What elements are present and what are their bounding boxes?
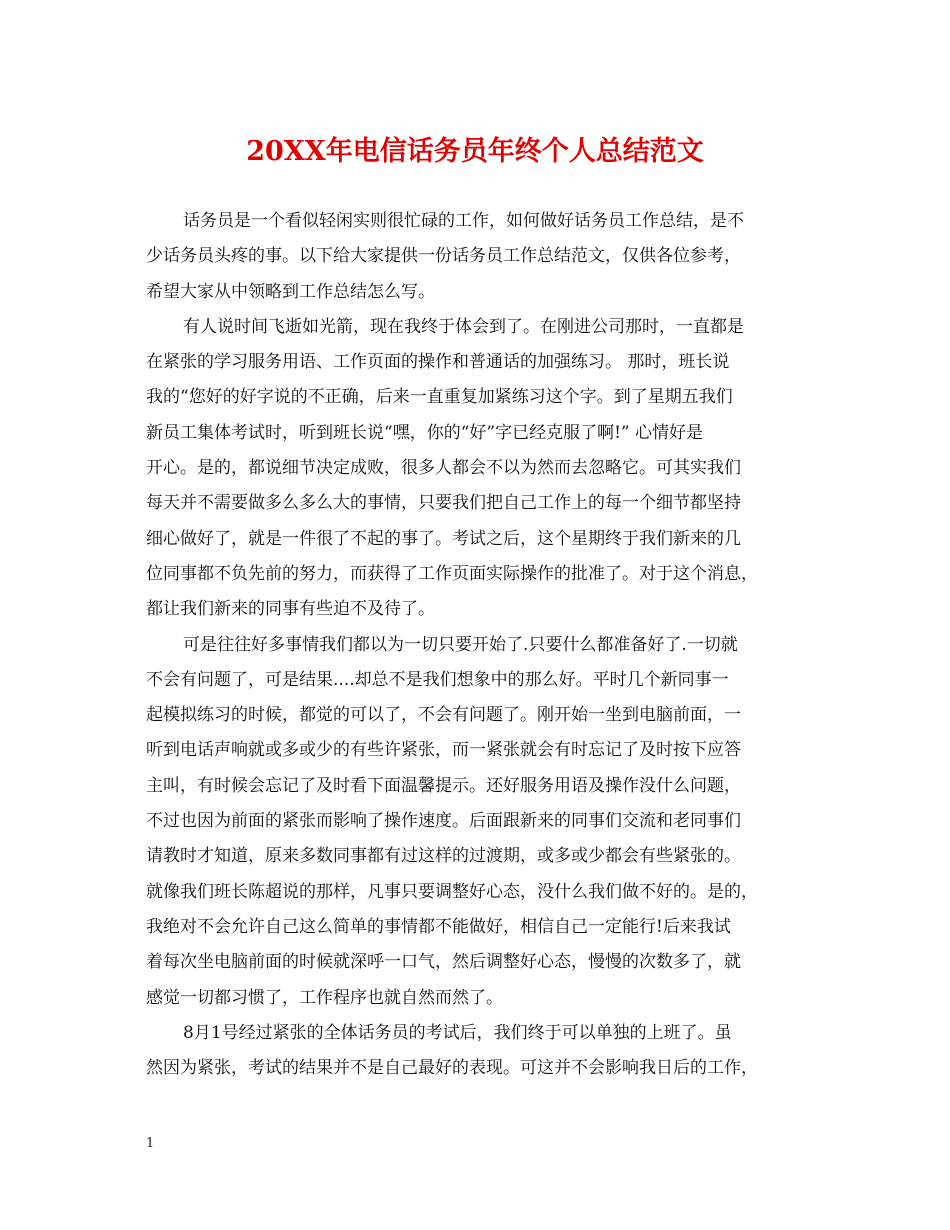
body-line: 细心做好了，就是一件很了不起的事了。考试之后，这个星期终于我们新来的几 <box>146 528 741 549</box>
body-line: 开心。是的，都说细节决定成败，很多人都会不以为然而去忽略它。可其实我们 <box>146 458 741 479</box>
body-line: 位同事都不负先前的努力，而获得了工作页面实际操作的批准了。对于这个消息， <box>146 563 758 584</box>
body-line: 不过也因为前面的紧张而影响了操作速度。后面跟新来的同事们交流和老同事们 <box>146 811 741 832</box>
body-line: 话务员是一个看似轻闲实则很忙碌的工作，如何做好话务员工作总结，是不 <box>183 211 744 231</box>
body-line: 起模拟练习的时候，都觉的可以了，不会有问题了。刚开始一坐到电脑前面，一 <box>146 705 741 726</box>
page-number: 1 <box>146 1136 155 1151</box>
body-line: 可是往往好多事情我们都以为一切只要开始了.只要什么都准备好了.一切就 <box>183 634 738 655</box>
body-line: 在紧张的学习服务用语、工作页面的操作和普通话的加强练习。 那时，班长说 <box>146 352 730 373</box>
document-body <box>146 204 808 1086</box>
body-line: 就像我们班长陈超说的那样，凡事只要调整好心态，没什么我们做不好的。是的， <box>146 881 758 902</box>
body-line: 感觉一切都习惯了，工作程序也就自然而然了。 <box>146 987 503 1008</box>
body-line: 不会有问题了，可是结果....却总不是我们想象中的那么好。平时几个新同事一 <box>146 669 729 690</box>
body-line: 着每次坐电脑前面的时候就深呼一口气，然后调整好心态，慢慢的次数多了，就 <box>146 952 741 973</box>
body-line: 少话务员头疼的事。以下给大家提供一份话务员工作总结范文，仅供各位参考， <box>146 246 741 267</box>
body-line: 都让我们新来的同事有些迫不及待了。 <box>146 599 435 620</box>
body-line: 主叫，有时候会忘记了及时看下面温馨提示。还好服务用语及操作没什么问题， <box>146 775 741 796</box>
body-line: 8月1号经过紧张的全体话务员的考试后，我们终于可以单独的上班了。虽 <box>183 1022 732 1043</box>
body-line: 我的“您好的好字说的不正确，后来一直重复加紧练习这个字。到了星期五我们 <box>146 387 733 408</box>
body-line: 有人说时间飞逝如光箭，现在我终于体会到了。在刚进公司那时，一直都是 <box>183 316 744 337</box>
body-line: 请教时才知道，原来多数同事都有过这样的过渡期，或多或少都会有些紧张的。 <box>146 846 741 867</box>
document-title: 20XX年电信话务员年终个人总结范文 <box>246 136 704 167</box>
body-line: 然因为紧张，考试的结果并不是自己最好的表现。可这并不会影响我日后的工作， <box>146 1058 758 1079</box>
body-line: 希望大家从中领略到工作总结怎么写。 <box>146 281 435 302</box>
body-line: 我绝对不会允许自己这么简单的事情都不能做好，相信自己一定能行!后来我试 <box>146 916 731 937</box>
body-line: 听到电话声响就或多或少的有些许紧张，而一紧张就会有时忘记了及时按下应答 <box>146 740 741 761</box>
body-line: 每天并不需要做多么多么大的事情，只要我们把自己工作上的每一个细节都坚持 <box>146 493 741 514</box>
body-line: 新员工集体考试时，听到班长说“嘿，你的“好”字已经克服了啊!” 心情好是 <box>146 422 703 443</box>
